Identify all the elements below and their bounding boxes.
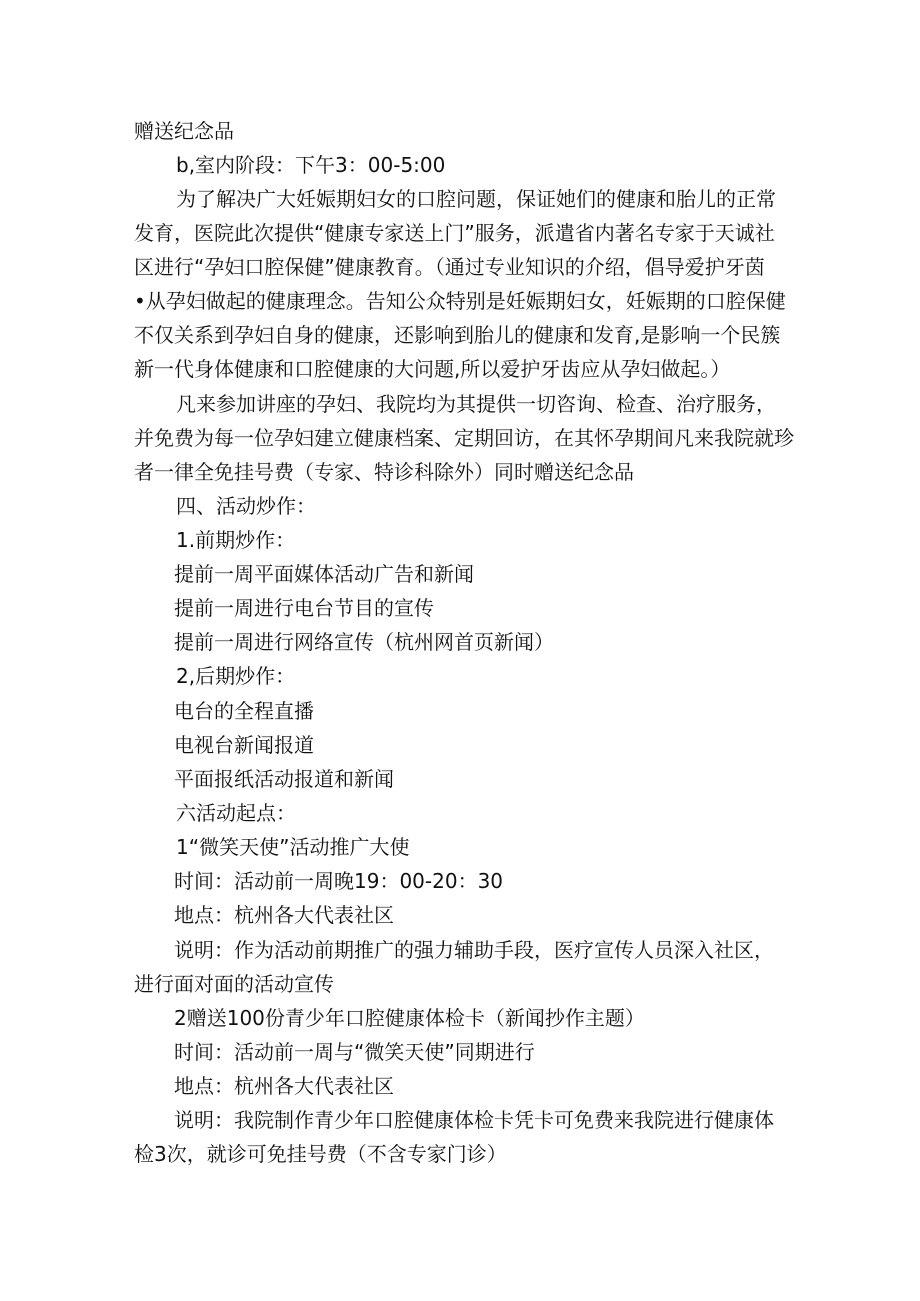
text-line: 时间：活动前一周晚19：00-20：30 (174, 869, 504, 893)
text-line: 新一代身体健康和口腔健康的大问题,所以爱护牙齿应从孕妇做起。） (134, 357, 731, 381)
text-line: 地点：杭州各大代表社区 (174, 903, 394, 927)
text-line: 地点：杭州各大代表社区 (174, 1074, 394, 1098)
sub-heading: 2赠送100份青少年口腔健康体检卡（新闻抄作主题） (174, 1006, 645, 1030)
text-line: 凡来参加讲座的孕妇、我院均为其提供一切咨询、检查、治疗服务， (176, 392, 776, 416)
text-line: 说明：我院制作青少年口腔健康体检卡凭卡可免费来我院进行健康体 (174, 1108, 774, 1132)
list-item: 电台的全程直播 (174, 699, 314, 723)
text-line: 进行面对面的活动宣传 (134, 972, 334, 996)
text-line: b,室内阶段：下午3：00-5:00 (176, 153, 446, 177)
text-line: 者一律全免挂号费（专家、特诊科除外）同时赠送纪念品 (134, 460, 634, 484)
text-line: 时间：活动前一周与“微笑天使”同期进行 (174, 1040, 535, 1064)
text-line: 发育，医院此次提供“健康专家送上门”服务，派遣省内著名专家于天诚社 (134, 221, 775, 245)
text-line: 不仅关系到孕妇自身的健康，还影响到胎儿的健康和发育,是影响一个民簇 (134, 323, 781, 347)
section-heading: 四、活动炒作： (176, 494, 316, 518)
sub-heading: 1.前期炒作： (176, 528, 296, 552)
list-item: 平面报纸活动报道和新闻 (174, 767, 394, 791)
list-item: 提前一周进行电台节目的宣传 (174, 596, 434, 620)
text-line: 说明：作为活动前期推广的强力辅助手段，医疗宣传人员深入社区， (174, 938, 774, 962)
list-item: 提前一周进行网络宣传（杭州网首页新闻） (174, 630, 554, 654)
list-item: 电视台新闻报道 (174, 733, 314, 757)
text-line: 赠送纪念品 (134, 119, 234, 143)
list-item: 提前一周平面媒体活动广告和新闻 (174, 562, 474, 586)
section-heading: 六活动起点： (176, 801, 296, 825)
sub-heading: 1“微笑天使”活动推广大使 (176, 835, 410, 859)
text-line: 区进行“孕妇口腔保健”健康教育。（通过专业知识的介绍，倡导爱护牙茵 (134, 255, 765, 279)
text-line: 并免费为每一位孕妇建立健康档案、定期回访，在其怀孕期间凡来我院就珍 (134, 426, 794, 450)
text-line: 检3次，就诊可免挂号费（不含专家门诊） (134, 1142, 507, 1166)
sub-heading: 2,后期炒作： (176, 664, 296, 688)
text-line: 为了解决广大妊娠期妇女的口腔问题，保证她们的健康和胎儿的正常 (176, 187, 776, 211)
text-line: •从孕妇做起的健康理念。告知公众特别是妊娠期妇女，妊娠期的口腔保健 (134, 289, 786, 313)
